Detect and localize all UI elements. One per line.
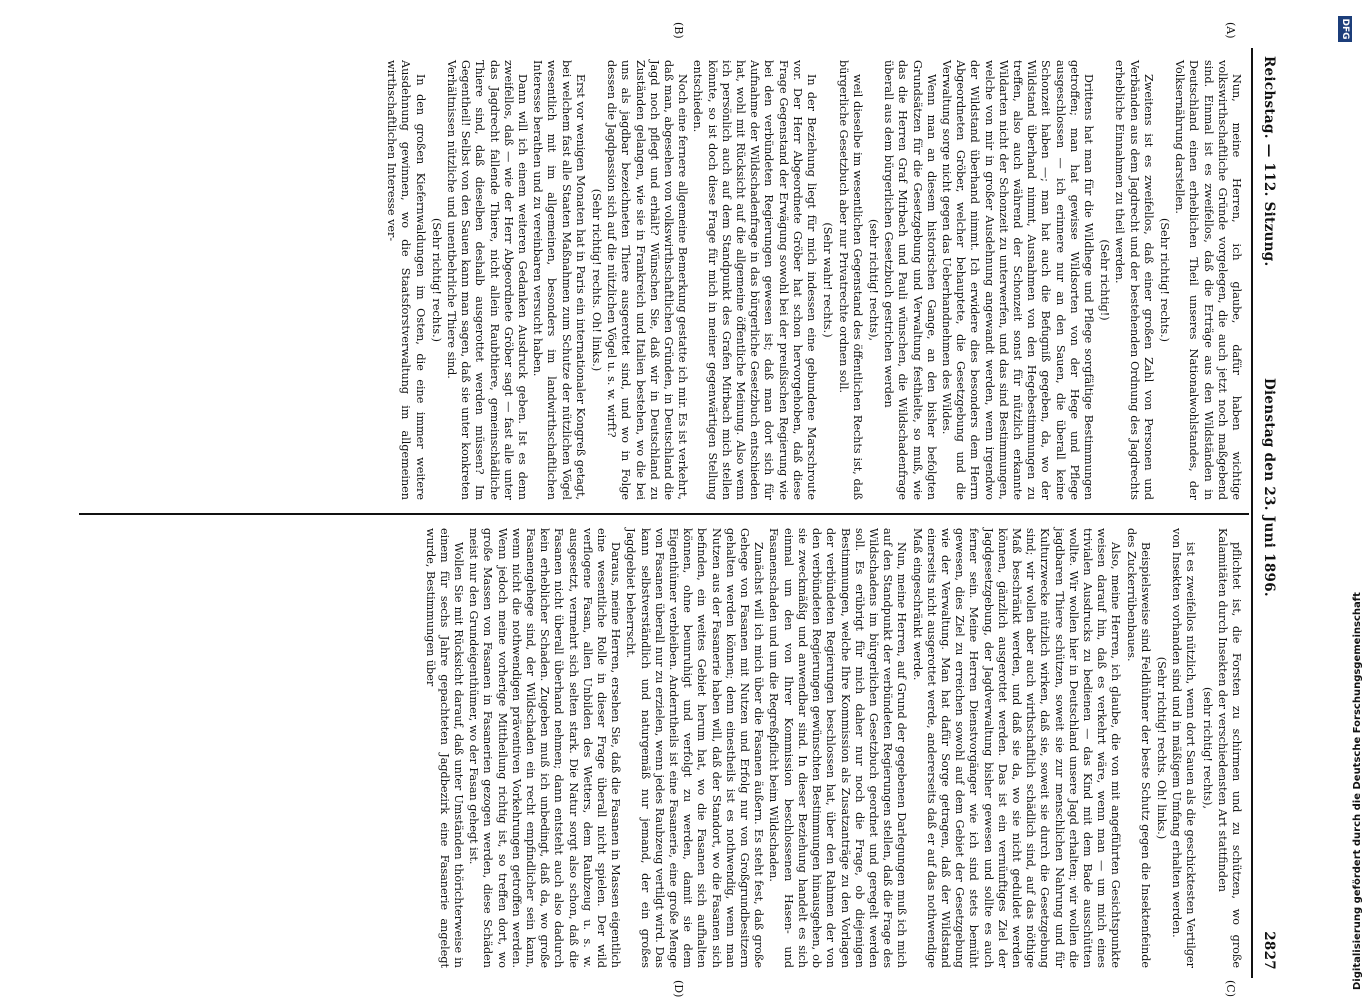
paragraph: Erst vor wenigen Monaten hat in Paris ein internationaler Kongreß getagt, bei welchem fast alle Staaten Maßnahmen zum Schutze der nützlichen Vögel wesentlich mit im allgemeinen, besonders im landwirthschaftlichen Interesse berathen und zu vereinbaren versucht haben.	[531, 60, 587, 500]
paragraph: Drittens hat man für die Wildhege und Pflege sorgfältige Bestimmungen getroffen; man hat gewisse Wildsorten von der Hege und Pflege ausgeschlossen — ich erinnere nur an den Sauen, die überall keine Schonzeit haben —; man hat auch die Befugniß gegeben, da, wo der Wildstand überhand nimmt, Ausnahmen von den Hegebestimmungen zu treffen, also auch während der Schonzeit sonst für nützlich erkannte Wildarten nicht der Schonzeit zu unterwerfen, und das sind Bestimmungen, welche von mir in großer Ausdehnung angewandt werden, wenn irgendwo der Wildstand überhand nimmt. Ich erwidere dies besonders dem Herrn Abgeordneten Gröber, welcher behauptete, die Gesetzgebung und die Verwaltung sorge nicht gegen das Ueberhandnehmen des Wildes.	[939, 60, 1095, 500]
interjection: (Sehr wahr! rechts.)	[821, 222, 835, 338]
rotated-page	[75, 22, 1285, 998]
left-column	[78, 60, 1243, 500]
page-number: 2827	[1261, 931, 1277, 970]
paragraph: Nun, meine Herren, auf Grund der gegebenen Darlegungen muß ich mich auf den Standpunkt der verbündeten Regierungen stellen, daß die Frage des Wildschadens im bürgerlichen Gesetzbuch geordnet und geregelt werden soll. Es erübrigt für mich daher nur noch die Frage, ob diejenigen Bestimmungen, welche Ihre Kommission als Zusatzanträge zu den Vorlagen der verbündeten Regierungen beschlossen hat, über den Rahmen der von den verbündeten Regierungen gewünschten Bestimmungen hinausgehen, ob sie zweckmäßig und anwendbar sind. In dieser Beziehung handelt es sich einmal um den von Ihrer Kommission beschlossenen Hasen- und Fasanenschaden und um die Regreßpflicht beim Wildschaden.	[767, 528, 909, 968]
paragraph: Also, meine Herren, ich glaube, die von mit angeführten Gesichtspunkte weisen darauf hin, daß es verkehrt wäre, wenn man — um mich eines trivialen Ausdrucks zu bedienen — das Kind mit dem Bade ausschütten wollte. Wir wollen hier in Deutschland unsere Jagd erhalten; wir wollen die jagdbaren Thiere schützen, soweit sie zur menschlichen Nahrung und für Kulturzwecke nützlich wirken, daß sie, soweit sie durch die Gesetzgebung sind; wir wollen aber auch wirthschaftlich schädlich sind, auf das nöthige Maß beschränkt werden, und daß sie da, wo sie nicht geduldet werden können, gänzlich ausgerottet werden. Das ist ein vernünftiges Ziel der Jagdgesetzgebung, der Jagdverwaltung bisher gewesen und sollte es auch ferner sein. Meine Herren Dienstvorgänger wie ich sind stets bemüht gewesen, dies Ziel zu erreichen sowohl auf dem Gebiet der Gesetzgebung wie der Verwaltung. Man hat dafür Sorge getragen, daß der Wildstand einerseits nicht ausgerottet werde, andererseits daß er auf das nothwendige Maß eingeschränkt werde.	[910, 528, 1123, 968]
paragraph: ist es zweifellos nützlich, wenn dort Sauen als die geschicktesten Vertilger von Insekten vorhanden sind und in mäßigem Umfang erhalten werden.	[1170, 528, 1198, 968]
header-rule	[1251, 48, 1253, 978]
paragraph: Beispielsweise sind Feldhühner der beste Schutz gegen die Insektenfeinde des Zuckerrübenbaues.	[1124, 528, 1152, 968]
paragraph: weil dieselbe im wesentlichen Gegenstand des öffentlichen Rechts ist, daß bürgerliche Gesetzbuch aber nur Privatrechte ordnen soll.	[836, 60, 864, 500]
dfg-logo	[1338, 16, 1352, 42]
right-column	[78, 528, 1243, 968]
paragraph: Dann will ich einem weiteren Gedanken Ausdruck geben. Ist es denn zweifellos, daß — wie der Herr Abgeordnete Gröber sagt — fast alle unter das Jagdrecht fallende Thiere, nicht allein Raubthiere, gemeinschädliche Thiere sind, daß dieselben deshalb ausgerottet werden müssen? Im Gegentheil! Selbst von den Sauen kann man sagen, daß sie unter konkreten Verhältnissen nützliche und unentbehrliche Thiere sind.	[445, 60, 530, 500]
dfg-logo-text: DFG	[1340, 18, 1350, 40]
interjection: (Sehr richtig! rechts. Oh! links.)	[590, 188, 604, 372]
paragraph: Nun, meine Herren, ich glaube, dafür haben wichtige volkswirthschaftliche Gründe vorgelegen, die auch jetzt noch maßgebend sind. Einmal ist es zweifellos, daß die Erträge aus den Wildständen in Deutschland einen erheblichen Theil unseres Nationalwohlstandes, der Volksernährung darstellen.	[1173, 60, 1243, 500]
header-date: Dienstag den 23. Juni 1896.	[1261, 378, 1277, 597]
paragraph: pflichtet ist, die Forsten zu schirmen und zu schützen, wo große Kalamitäten durch Insekten der verschiedensten Art stattfinden	[1215, 528, 1243, 968]
page-header	[1251, 48, 1285, 978]
column-divider	[79, 513, 1249, 515]
paragraph: Zunächst will ich mich über die Fasanen äußern. Es steht fest, daß große Gehege von Fasanen mit Nutzen und Erfolg nur von Großgrundbesitzern gehalten werden können; denn einestheils ist es nothwendig, wenn man Nutzen aus der Fasanerie haben will, daß der Standort, wo die Fasanen sich befinden, ein weites Gebiet herum hat, wo die Fasanen sich aufhalten können, ohne beunruhigt und verfolgt zu werden, damit sie dem Eigenthümer verbleiben. Anderntheils ist eine Fasanerie, eine große Menge von Fasanen überall nur zu erzielen, wenn jedes Raubzeug vertilgt wird. Das kann selbstverständlich und naturgemäß nur jemand, der ein großes Jagdgebiet beherrscht.	[624, 528, 766, 968]
margin-mark-a: (A)	[1224, 22, 1237, 39]
interjection: (Sehr richtig! rechts. Oh! links.)	[1154, 656, 1168, 840]
side-strip	[1338, 10, 1363, 1000]
interjection: (sehr richtig! rechts),	[866, 218, 880, 342]
interjection: (Sehr richtig! rechts.)	[429, 217, 443, 343]
paragraph: Daraus, meine Herren, ersehen Sie, daß die Fasanen in Massen eigentlich eine wesentliche Rolle in dieser Frage überall nicht spielen. Der wild verflogene Fasan, allen Unbilden des Wetters, dem Raubzeug u. s. w. ausgesetzt, vermehrt sich selten stark. Die Natur sorgt also schon, daß die Fasanen nicht überall überhand nehmen; dann entsteht auch also dadurch kein erheblicher Schaden. Zugeben muß ich unbedingt, daß da, wo große Fasanengehege sind, der Wildschaden ein recht empfindlicher sein kann, wenn nicht die nothwendigen präventiven Vorkehrungen getroffen werden. Wenn jedoch meine vorherige Mittheilung richtig ist, so treffen dort, wo große Massen von Fasanen in Fasanerien gezogen werden, diese Schäden meist nur den Grundeigenthümer, wo der Fasan gehegt ist.	[467, 528, 623, 968]
paragraph: Wenn man an diesem historischen Gange, an den bisher befolgten Grundsätzen für die Gesetzgebung und Verwaltung festhielte, so muß, wie das die Herren Graf Mirbach und Pauli wünschen, die Wildschadenfrage überall aus dem bürgerlichen Gesetzbuch gestrichen werden	[882, 60, 938, 500]
paragraph: Zweitens ist es zweifellos, daß einer großen Zahl von Personen und Verbänden aus dem Jagdrecht und der bestehenden Ordnung des Jagdrechts erhebliche Einnahmen zu theil werden.	[1113, 60, 1155, 500]
paragraph: In den großen Kiefernwaldungen im Osten, die eine immer weitere Ausdehnung gewinnen, wo die Staatsforstverwaltung im allgemeinen wirthschaftlichen Interesse ver-	[385, 60, 427, 500]
paragraph: Noch eine fernere allgemeine Bemerkung gestatte ich mir. Es ist verkehrt, daß man, abgesehen von volkswirthschaftlichen Gründen, in Deutschland die Jagd noch pflegt und erhält? Wünschen Sie, daß wir in Deutschland zu Zuständen gelangen, wie sie in Frankreich und Italien bestehen, wo die bei uns als jagdbar bezeichneten Thiere ausgerottet sind, und wo in Folge dessen die Jagdpassion sich auf die nützlichen Vögel u. s. w. wirft?	[605, 60, 690, 500]
margin-mark-c: (C)	[1224, 980, 1237, 997]
header-left: Reichstag. — 112. Sitzung.	[1261, 56, 1277, 267]
digitization-note: Digitalisierung gefördert durch die Deutsche Forschungsgemeinschaft	[1352, 592, 1363, 990]
paragraph: In der Beziehung liegt für mich indessen eine gebundene Marschroute vor. Der Herr Abgeordnete Gröber hat schon hervorgehoben, daß diese Frage Gegenstand der Erwägung sowohl bei der preußischen Regierung wie bei den verbündeten Regierungen gewesen ist; daß man dort sich für Aufnahme der Wildschadenfrage in das bürgerliche Gesetzbuch entschieden hat, wohl mit Rücksicht auf die allgemeine öffentliche Meinung. Also wenn ich persönlich auch auf dem Standpunkt des Grafen Mirbach mich stellen könnte, so ist doch diese Frage für mich in meiner gegenwärtigen Stellung entschieden.	[691, 60, 819, 500]
paragraph: Wollen Sie mit Rücksicht darauf, daß unter Umständen thörichterweise in einem für sechs Jahre gepachteten Jagdbezirk eine Fasanerie angelegt wurde, Bestimmungen über	[423, 528, 466, 968]
interjection: (sehr richtig! rechts),	[1200, 686, 1214, 810]
margin-mark-d: (D)	[672, 980, 685, 998]
interjection: (Sehr richtig!)	[1098, 239, 1112, 321]
interjection: (Sehr richtig! rechts.)	[1157, 217, 1171, 343]
margin-mark-b: (B)	[672, 22, 685, 39]
